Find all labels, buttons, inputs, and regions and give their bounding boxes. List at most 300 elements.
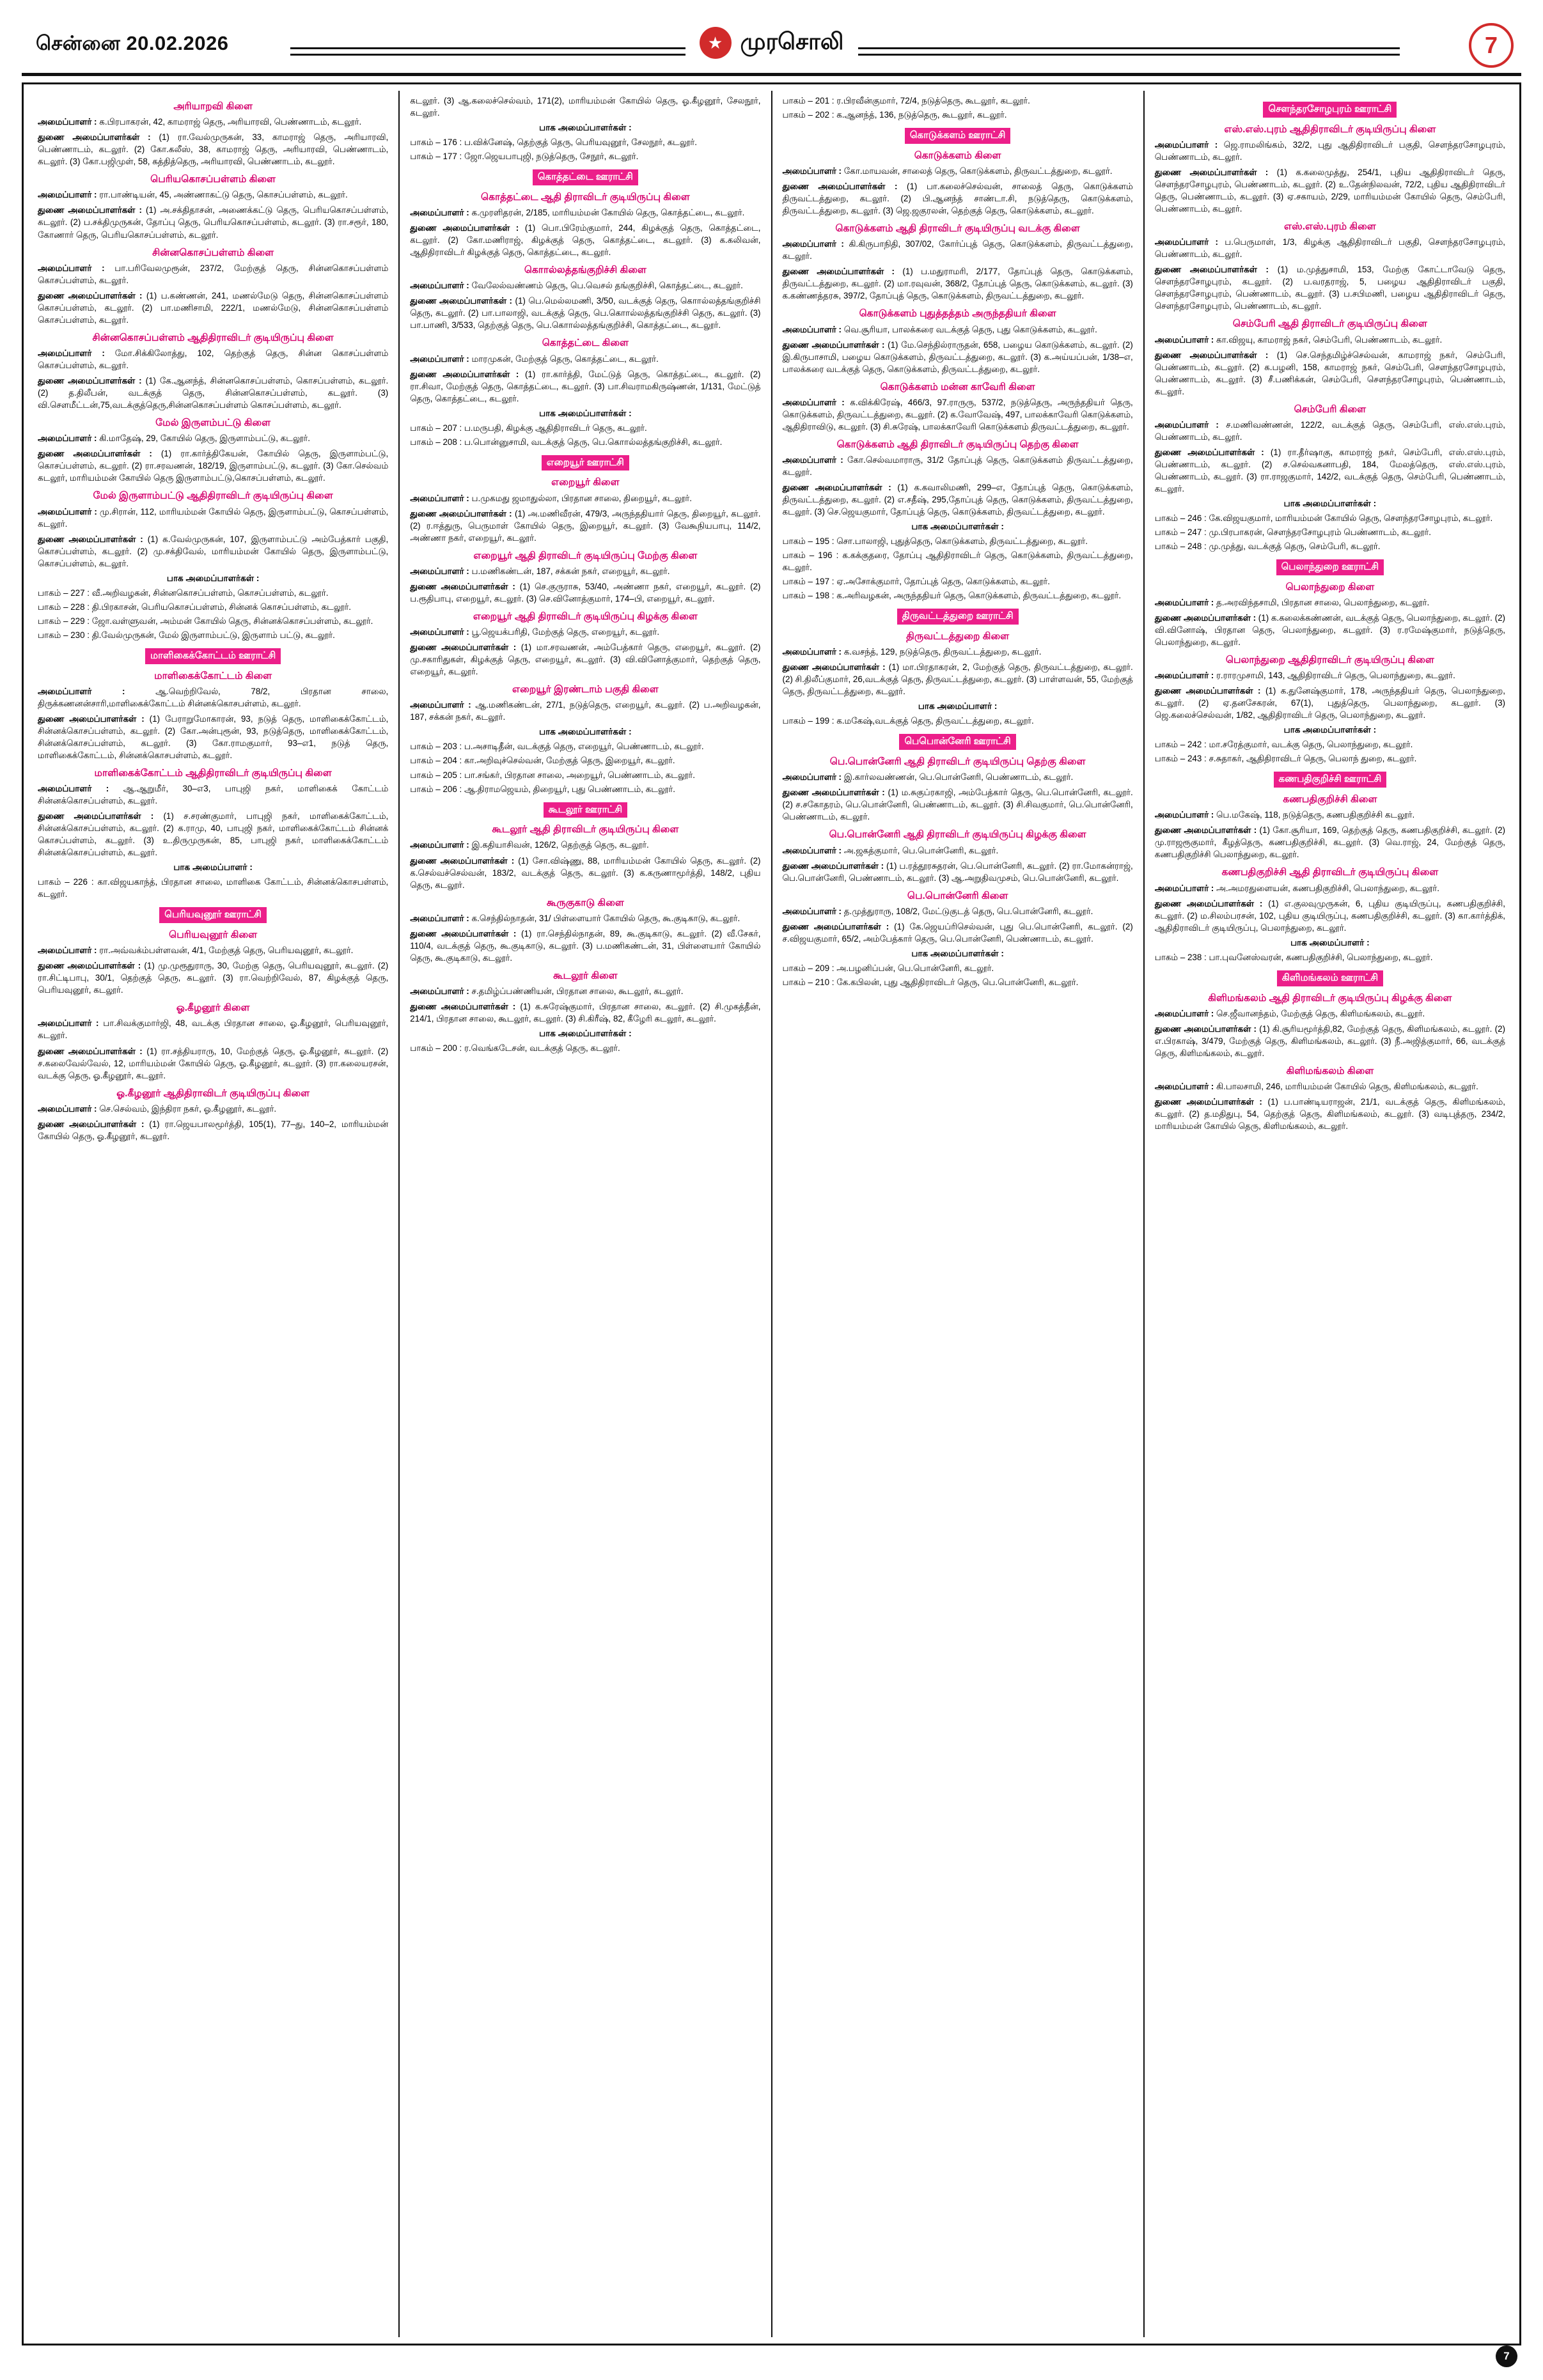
role-label: துணை அமைப்பாளர்கள் : bbox=[410, 508, 512, 518]
office-bearers-paragraph bbox=[38, 685, 388, 710]
names-text: கோ.மாயவன், சாலைத் தெரு, கொடுக்களம், திருவட்டத்துறை, கடலூர். bbox=[843, 166, 1113, 176]
branch-heading: மேல் இருளாம்பட்டு ஆதிதிராவிடர் குடியிருப்பு கிளை bbox=[93, 490, 333, 502]
ward-organizers-label: பாக அமைப்பாளர் : bbox=[173, 862, 253, 873]
masthead-brand bbox=[685, 27, 858, 59]
names-text: வேலேல்வண்ணம் தெரு, பெ.வெசல் தங்குறிச்சி, கொத்தட்டை, கடலூர். bbox=[471, 281, 743, 291]
role-label: துணை அமைப்பாளர்கள் : bbox=[782, 339, 885, 350]
role-label: அமைப்பாளர் : bbox=[782, 906, 842, 916]
office-bearers-paragraph bbox=[38, 1118, 388, 1142]
office-bearers-paragraph bbox=[38, 290, 388, 326]
branch-heading: அரியாறவி கிளை bbox=[173, 101, 253, 112]
branch-heading: கணபதிகுறிச்சி கிளை bbox=[1283, 794, 1377, 805]
office-bearers-paragraph bbox=[38, 944, 388, 956]
office-bearers-paragraph bbox=[410, 839, 760, 851]
ward-organizer-entry: பாகம் – 198 : க.அரிவழகன், அருந்ததியர் தெரு, கொடுக்களம், திருவட்டத்துறை, கடலூர். bbox=[782, 591, 1122, 601]
role-label: துணை அமைப்பாளர்கள் : bbox=[410, 1002, 516, 1012]
names-text: (1) ம.முத்துசாமி, 153, மேற்கு கோட்டாவேடு தெரு, சௌந்தரசோழபுரம், கடலூர். (2) ப.வரதராஜ், 5, பழைய ஆதிதிராவிடர் பகுதி, சௌந்தரசோழபுரம், பெண்ணாடம், கடலூர். (3) ப.சபிமணி, பழைய ஆதிதிராவிடர் தெரு, சௌந்தரசோழபுரம், பெண்ணாடம், கடலூர். bbox=[1154, 265, 1505, 311]
office-bearers-paragraph bbox=[1155, 263, 1505, 312]
role-label: துணை அமைப்பாளர்கள் : bbox=[38, 1119, 145, 1129]
role-label: அமைப்பாளர் : bbox=[410, 913, 469, 923]
role-label: துணை அமைப்பாளர்கள் : bbox=[1154, 613, 1257, 623]
names-text: (1) ரா.கார்த்தி, மேட்டுத் தெரு, கொத்தட்டை, கடலூர். (2) ரா.சிவா, மேற்குத் தெரு, கொத்தட்டை, கடலூர். (3) பா.சிவராமகிருஷ்ணன், 1/131, மேட்டுத் தெரு, கொத்தட்டை, கடலூர். bbox=[410, 369, 761, 403]
names-text: (1) க.கவாலிமணி, 299–எ, தோப்புத் தெரு, கொடுக்களம், திருவட்டத்துறை, கடலூர். (2) எ.சதீஷ், 295,தோப்புத் தெரு, கொடுக்களம், திருவட்டத்துறை, கடலூர். (3) செ.ஜெயகுமார், தோப்புத் தெரு, கொடுக்களம், திருவட்டத்துறை, கடலூர். bbox=[782, 483, 1133, 517]
names-text: ஜெ.ராமலிங்கம், 32/2, புது ஆதிதிராவிடர் பகுதி, செளந்தரசோழபுரம், பெண்ணாடம், கடலூர். bbox=[1154, 139, 1505, 162]
role-label: அமைப்பாளர் : bbox=[38, 117, 97, 127]
role-label: துணை அமைப்பாளர்கள் : bbox=[782, 788, 885, 798]
office-bearers-paragraph bbox=[783, 180, 1133, 217]
role-label: துணை அமைப்பாளர்கள் : bbox=[1154, 1096, 1262, 1107]
office-bearers-paragraph bbox=[410, 368, 760, 405]
names-text: இ.கார்லவண்ணன், பெ.பொன்னேரி, பெண்ணாடம், கடலூர். bbox=[843, 772, 1074, 782]
names-text: ஆ.வெற்றிவேல், 78/2, பிரதான சாலை, திருக்கணனன்சாரி,மாளிகைக்கோட்டம் சின்னக்கொசபள்ளம், கடலூர். bbox=[38, 686, 389, 708]
role-label: துணை அமைப்பாளர்கள் : bbox=[410, 855, 515, 866]
branch-heading: சின்னகொசப்பள்ளம் ஆதிதிராவிடர் குடியிருப்பு கிளை bbox=[92, 332, 334, 343]
office-bearers-paragraph bbox=[410, 492, 760, 504]
office-bearers-paragraph bbox=[783, 905, 1133, 917]
office-bearers-paragraph bbox=[783, 265, 1133, 302]
office-bearers-paragraph bbox=[38, 447, 388, 484]
branch-heading: பெலாந்துறை கிளை bbox=[1285, 581, 1375, 593]
ward-organizer-entry: பாகம் – 196 : க.கக்குதரை, தோப்பு ஆதிதிராவிடர் தெரு, கொடுக்களம், திருவட்டத்துறை, கடலூர். bbox=[782, 550, 1133, 573]
names-text: ப.மணிகண்டன், 187, சக்கன் நகர், எறையூர், கடலூர். bbox=[471, 566, 670, 576]
office-bearers-paragraph bbox=[1155, 1096, 1505, 1132]
panchayat-heading: கூடலூர் ஊராட்சி bbox=[544, 802, 628, 818]
page-number-badge: 7 bbox=[1469, 23, 1514, 68]
names-text: கடலூர். (3) ஆ.கலைச்செல்வம், 171(2), மாரியம்மன் கோயில் தெரு, ஓ.கீழனூர், சேலநூர், கடலூர். bbox=[410, 96, 761, 118]
role-label: துணை அமைப்பாளர்கள் : bbox=[38, 713, 145, 724]
office-bearers-paragraph bbox=[38, 1045, 388, 1082]
branch-heading: செம்பேரி கிளை bbox=[1294, 403, 1367, 415]
office-bearers-paragraph bbox=[410, 912, 760, 924]
role-label: அமைப்பாளர் : bbox=[410, 986, 469, 996]
ward-organizer-entry: பாகம் – 200 : ர.வெங்கடேசன், வடக்குத் தெரு, கடலூர். bbox=[410, 1043, 620, 1054]
panchayat-heading: கிளிமங்கலம் ஊராட்சி bbox=[1277, 970, 1384, 986]
ward-organizer-entry: பாகம் – 248 : மு.முத்து, வடக்குத் தெரு, செம்பேரி, கடலூர். bbox=[1154, 541, 1381, 552]
edition-date: சென்னை 20.02.2026 bbox=[36, 32, 229, 54]
branch-heading: கிளிமங்கலம் ஆதி திராவிடர் குடியிருப்பு கிழக்கு கிளை bbox=[1208, 992, 1452, 1004]
branch-heading: கொடுக்களம் ஆதி திராவிடர் குடியிருப்பு தெற்கு கிளை bbox=[836, 439, 1079, 450]
names-text: (1) க.கலைமுத்து, 254/1, புதிய ஆதிதிராவிடர் தெரு, சௌந்தரசோழபுரம், பெண்ணாடம், கடலூர். (2) உ.தேன்நிலவன், 72/2, புதிய ஆதிதிராவிடர் தெரு, பெண்ணாடம், கடலூர். (3) ஏ.சகாயம், 2/29, மாரியம்மன் கோயில் தெரு, செம்பேரி, பெண்ணாடம், கடலூர். bbox=[1154, 167, 1505, 214]
office-bearers-paragraph bbox=[783, 323, 1133, 336]
footer-page-number: 7 bbox=[1496, 2345, 1517, 2367]
role-label: துணை அமைப்பாளர்கள் : bbox=[782, 181, 898, 191]
office-bearers-paragraph bbox=[1155, 596, 1505, 609]
role-label: அமைப்பாளர் : bbox=[782, 239, 844, 249]
column-3 bbox=[771, 91, 1143, 2337]
names-text: (1) பொ.பிரேம்குமார், 244, கிழக்குத் தெரு, கொத்தட்டை, கடலூர். (2) கோ.மணிராஜ், கிழக்குத் தெரு, கொத்தட்டை, கடலூர். (3) க.கலிவன், ஆதிதிராவிடர் கிழக்குத் தெரு, கொத்தட்டை, கடலூர். bbox=[410, 223, 761, 258]
role-label: அமைப்பாளர் : bbox=[1154, 598, 1214, 608]
role-label: அமைப்பாளர் : bbox=[38, 1018, 99, 1029]
office-bearers-paragraph bbox=[1155, 809, 1505, 821]
ward-organizers-label: பாக அமைப்பாளர்கள் : bbox=[911, 522, 1004, 532]
ward-organizer-entry: பாகம் – 208 : ப.பொன்னுசாமி, வடக்குத் தெரு, பெ.கொால்லத்தங்குறிச்சி, கடலூர். bbox=[410, 437, 723, 447]
ward-organizer-entry: பாகம் – 229 : ஜோ.வள்ளுவன், அம்மன் கோயில் தெரு, சின்னக்கொசப்பள்ளம், கடலூர். bbox=[38, 616, 373, 626]
branch-heading: கொடுக்களம் மன்ன காவேரி கிளை bbox=[880, 381, 1035, 393]
office-bearers-paragraph bbox=[1155, 349, 1505, 398]
ward-organizer-entry: பாகம் – 206 : ஆ.திராமஜெயம், திறையூர், புது பெண்ணாடம், கடலூர். bbox=[410, 784, 675, 794]
office-bearers-paragraph bbox=[410, 985, 760, 997]
ward-organizers-label: பாக அமைப்பாளர்கள் : bbox=[911, 948, 1004, 958]
branch-heading: கொத்தட்டை கிளை bbox=[542, 338, 629, 349]
role-label: அமைப்பாளர் : bbox=[38, 1103, 97, 1114]
names-text: (1) பா.கலைச்செல்வன், சாலைத் தெரு, கொடுக்களம் திருவட்டத்துறை, கடலூர். (2) பி.ஆனந்த் சாண்டா.சி, நடுத்தெரு, கொடுக்களம், திருவட்டத்துறை, கடலூர். (3) ஜெ.ஜகுரலன், தெற்குத் தெரு, கொடுக்களம், கடலூர். bbox=[782, 181, 1133, 216]
names-text: கோ.செல்வமாராரு, 31/2 தோப்புத் தெரு, கொடுக்களம் திருவட்டத்துறை, கடலூர். bbox=[782, 455, 1133, 478]
branch-heading: ஓ.கீழனூர் கிளை bbox=[176, 1002, 250, 1014]
ward-organizer-entry: பாகம் – 205 : பா.சங்கர், பிரதான சாலை, அறையூர், பெண்ணாடம், கடலூர். bbox=[410, 770, 695, 780]
role-label: துணை அமைப்பாளர்கள் : bbox=[410, 642, 517, 653]
office-bearers-paragraph bbox=[38, 810, 388, 859]
panchayat-heading: பெலாந்துறை ஊராட்சி bbox=[1276, 559, 1384, 575]
ward-organizer-entry: பாகம் – 230 : தி.வேல்முருகன், மேல் இருளாம்பட்டு, இருளாம் பட்டு, கடலூர். bbox=[38, 630, 335, 640]
names-text: (1) கே.ஆனந்த், சின்னகொசப்பள்ளம், கொசப்பள்ளம், கடலூர். (2) த.திலீபன், வடக்குத் தெரு, சின்னகொசப்பள்ளம், கடலூர். (3) வி.சௌமீட்டன்,75,வடக்குத்தெரு,சின்னகொசப்பள்ளம் கொசப்பள்ளம், கடலூர். bbox=[38, 376, 389, 410]
ward-organizer-entry: பாகம் – 227 : வீ.அறிவழகன், சின்னகொசப்பள்ளம், கொசப்பள்ளம், கடலூர். bbox=[38, 587, 329, 598]
ward-organizer-entry: பாகம் – 243 : ச.சுதாகர், ஆதிதிராவிடர் தெரு, பெலாந் துறை, கடலூர். bbox=[1154, 754, 1417, 764]
office-bearers-paragraph bbox=[783, 165, 1133, 177]
panchayat-heading: பெரியவுனூர் ஊராட்சி bbox=[159, 907, 267, 923]
office-bearers-paragraph bbox=[38, 375, 388, 411]
office-bearers-paragraph bbox=[38, 131, 388, 167]
names-text: (1) கோ.சூரியா, 169, தெற்குத் தெரு, கணபதிகுறிச்சி, கடலூர். (2) மு.ராஜரூகுமார், கீழத்தெரு, கணபதிகுறிச்சி, கடலூர். (3) வெ.ராஜ், 24, மேற்குத் தெரு, கணபதிகுறிச்சி பெலாந்துறை, கடலூர். bbox=[1154, 825, 1506, 860]
ward-organizer-entry: பாகம் – 210 : கே.கபிலன், புது ஆதிதிராவிடர் தெரு, பெ.பொன்னேரி, கடலூர். bbox=[782, 977, 1079, 987]
names-text: கி.மாதேஷ், 29, கோயில் தெரு, இருளாம்பட்டு, கடலூர். bbox=[99, 433, 310, 444]
role-label: துணை அமைப்பாளர்கள் : bbox=[782, 267, 895, 277]
names-text: (1) ரா.வேல்முருகன், 33, காமராஜ் தெரு, அரியாரவி, பெண்ணாடம், கடலூர். (2) கோ.கலீஸ், 38, காமராஜ் தெரு, அரியாரவி, பெண்ணாடம், கடலூர். (3) கோ.பஜிமுள், 58, கத்தித்தெரு, அரியாரவி, பெண்ணாடம், கடலூர். bbox=[38, 132, 389, 167]
column-1 bbox=[27, 91, 398, 2337]
office-bearers-paragraph bbox=[38, 189, 388, 201]
role-label: அமைப்பாளர் : bbox=[38, 348, 105, 358]
office-bearers-paragraph bbox=[1155, 612, 1505, 648]
names-text: (1) பெ.மெல்லமணி, 3/50, வடக்குத் தெரு, கொால்லத்தங்குறிச்சி தெரு, கடலூர். (2) பா.பாலாஜி, வடக்குத் தெரு, பெ.கொால்லத்தங்குறிச்சி தெரு, கடலூர். (3) பா.பாணி, 3/533, தெற்குத் தெரு, பெ.கொால்லத்தங்குறிச்சி, கொத்தட்டை, கடலூர். bbox=[410, 296, 761, 331]
office-bearers-paragraph bbox=[410, 855, 760, 891]
names-text: (1) க.துனேஷ்குமார், 178, அருந்ததியர் தெரு, பெலாந்துறை, கடலூர். (2) ஏ.தனசேகரன், 67(1), புதுத்தெரு, பெலாந்துறை, கடலூர். (3) ஜெ.கலைச்செல்வன், 1/82, ஆதிதிராவிடர் தெரு, பெலாந்துறை, கடலூர். bbox=[1154, 686, 1505, 720]
office-bearers-paragraph bbox=[38, 782, 388, 807]
role-label: அமைப்பாளர் : bbox=[782, 166, 842, 176]
role-label: அமைப்பாளர் : bbox=[38, 433, 97, 444]
panchayat-heading: சௌந்தரசோழபுரம் ஊராட்சி bbox=[1263, 102, 1397, 118]
office-bearers-paragraph bbox=[783, 921, 1133, 945]
office-bearers-paragraph bbox=[410, 580, 760, 605]
names-text: ர.ராரமுசாமி, 143, ஆதிதிராவிடர் தெரு, பெலாந்துறை, கடலூர். bbox=[1216, 671, 1455, 681]
names-text: (1) செ.செந்தமிழ்ச்செல்வன், காமராஜ் நகர், செம்பேரி, பெண்ணாடம், கடலூர். (2) க.பழனி, 158, காமராஜ் நகர், செம்பேரி, சௌந்தரசோழபுரம், பெண்ணாடம், கடலூர். (3) சீ.பணிக்கன், செம்பேரி, சௌந்தரசோழபுரம், பெண்ணாடம், கடலூர். bbox=[1154, 350, 1505, 396]
branch-heading: மேல் இருளம்பட்டு கிளை bbox=[155, 417, 271, 429]
role-label: அமைப்பாளர் : bbox=[410, 627, 469, 637]
office-bearers-paragraph bbox=[410, 295, 760, 331]
panchayat-heading: கணபதிகுறிச்சி ஊராட்சி bbox=[1274, 772, 1387, 788]
ward-organizers-label: பாக அமைப்பாளர்கள் : bbox=[1283, 499, 1377, 509]
role-label: அமைப்பாளர் : bbox=[1154, 883, 1214, 893]
branch-heading: கொடுக்களம் புதுத்தத்தம் அருந்ததியர் கிளை bbox=[859, 308, 1056, 320]
office-bearers-paragraph bbox=[38, 1103, 388, 1115]
office-bearers-paragraph bbox=[1155, 446, 1505, 495]
panchayat-heading: மாளிகைக்கோட்டம் ஊராட்சி bbox=[145, 648, 281, 664]
branch-heading: மாளிகைக்கோட்டம் ஆதிதிராவிடர் குடியிருப்பு கிளை bbox=[94, 767, 332, 779]
role-label: அமைப்பாளர் : bbox=[782, 845, 842, 855]
role-label: அமைப்பாளர் : bbox=[1154, 1008, 1214, 1018]
names-text: பா.பரிவேலமுரூன், 237/2, மேற்குத் தெரு, சின்னகொசப்பள்ளம் கொசப்பள்ளம், கடலூர். bbox=[38, 263, 389, 285]
office-bearers-paragraph bbox=[1155, 1023, 1505, 1059]
role-label: அமைப்பாளர் : bbox=[410, 354, 469, 364]
names-text: (1) ப.ரத்தூரசுதரன், பெ.பொன்னேரி, கடலூர். (2) ரா.மோகன்ராஜ், பெ.பொன்னேரி, பெண்ணாடம், கடலூர். (3) ஆ.அறுதிவமுசம், பெ.பொன்னேரி, கடலூர். bbox=[782, 860, 1133, 883]
ward-organizer-entry: பாகம் – 207 : ப.மருபதி, கிழக்கு ஆதிதிராவிடர் தெரு, கடலூர். bbox=[410, 423, 647, 433]
office-bearers-paragraph bbox=[38, 960, 388, 996]
names-text: (1) ம.சுகுப்ரகாஜி, அம்பேத்கார் தெரு, பெ.பொன்னேரி, கடலூர். (2) ச.சகோதரம், பெ.பொன்னேரி, பெண்ணாடம், கடலூர். (3) சி.சிவகுமார், பெ.பொன்னேரி, பெண்ணாடம், கடலூர். bbox=[782, 788, 1133, 822]
names-text: (1) மே.செந்தில்ராருதன், 658, பழைய கொடுக்களம், கடலூர். (2) இ.கிருபாசாமி, பழைய கொடுக்களம், திருவட்டத்துறை, கடலூர். (3) க.அய்யப்பன், 1/38–எ, பாலக்கரை வடக்குத் தெரு, கொடுக்களம், திருவட்டத்துறை, கடலூர். bbox=[782, 339, 1133, 374]
names-text: (1) அ.மணிவீரன், 479/3, அருந்ததியார் தெரு, திறையூர், கடலூர். (2) ர.ஈத்துரு, பெருமாள் கோயில் தெரு, இறையூர், கடலூர். (3) வேகூநியபாபு, 114/2, அண்ணா நகர், எறையூர், கடலூர். bbox=[410, 508, 761, 543]
office-bearers-paragraph bbox=[1155, 669, 1505, 681]
names-text: இ.கதியாசிவன், 126/2, தெற்குத் தெரு, கடலூர். bbox=[471, 840, 649, 850]
role-label: அமைப்பாளர் : bbox=[782, 647, 842, 657]
role-label: அமைப்பாளர் : bbox=[782, 397, 845, 407]
role-label: அமைப்பாளர் : bbox=[782, 772, 842, 782]
branch-heading: கூருகுகாடு கிளை bbox=[546, 897, 624, 908]
role-label: அமைப்பாளர் : bbox=[1154, 139, 1218, 150]
role-label: அமைப்பாளர் : bbox=[1154, 1081, 1214, 1091]
ward-organizers-label: பாக அமைப்பாளர்கள் : bbox=[539, 408, 632, 418]
names-text: (1) செ.குருராசு, 53/40, அண்ணா நகர், எறையூர், கடலூர். (2) ப.ரூதிபாபு, எறையூர், கடலூர். (3) செ.வினோத்குமார், 174–பி, எறையூர், கடலூர். bbox=[410, 581, 761, 603]
office-bearers-paragraph bbox=[38, 1017, 388, 1041]
branch-heading: எறையூர் கிளை bbox=[551, 477, 620, 488]
names-text: க.விக்கிரேஷ், 466/3, 97.ராருரு, 537/2, நடுத்தெரு, அருந்ததியர் தெரு, கொடுக்களம், திருவட்டத்துறை, கடலூர். (2) க.வோவேஷ், 497, பாலக்காவேரி கொடுக்களம், ஆதிதிராவிடு, கடலூர். (3) சி.சுரேஷ், பாலக்காவேரி கொடுக்களம் திருவட்டத்துறை, கடலூர். bbox=[782, 397, 1133, 432]
role-label: துணை அமைப்பாளர்கள் : bbox=[1154, 825, 1257, 836]
office-bearers-paragraph bbox=[783, 844, 1133, 857]
role-label: அமைப்பாளர் : bbox=[410, 281, 469, 291]
office-bearers-paragraph bbox=[38, 713, 388, 761]
branch-heading: சின்னகொசப்பள்ளம் கிளை bbox=[152, 247, 274, 258]
branch-heading: பெரியவுனூர் கிளை bbox=[169, 929, 258, 941]
role-label: துணை அமைப்பாளர்கள் : bbox=[1154, 686, 1261, 696]
office-bearers-paragraph bbox=[410, 353, 760, 365]
names-text: (1) ப.பாண்டியராஜன், 21/1, வடக்குத் தெரு, கிளிமங்கலம், கடலூர். (2) த.மதிதுபு, 54, தெற்குத் தெரு, கிளிமங்கலம், கடலூர். (3) வடிபுத்தரு, 234/2, மாரியம்மன் கோயில் தெரு, கிளிமங்கலம், கடலூர். bbox=[1154, 1096, 1505, 1132]
names-text: ரா.பாண்டியன், 45, அண்ணாகட்டு தெரு, கொசப்பள்ளம், கடலூர். bbox=[99, 190, 348, 200]
names-text: (1) க.வேல்முருகன், 107, இருளாம்பட்டு அம்பேத்கார் பகுதி, கொசப்பள்ளம், கடலூர். (2) மு.சக்திவேல், மாரியம்மன் கோயில் தெரு, இருளாம்பட்டு, கொசப்பள்ளம், கடலூர். bbox=[38, 534, 389, 568]
names-text: (1) மா.சரவணன், அம்பேத்கார் தெரு, எறையூர், கடலூர். (2) மு.சகாரிதுகள், கிழக்குத் தெரு, எறையூர், கடலூர். (3) வி.வினோத்குமார், தெற்குத் தெரு, எறையூர், கடலூர். bbox=[410, 642, 761, 677]
role-label: அமைப்பாளர் : bbox=[782, 455, 843, 465]
office-bearers-paragraph bbox=[783, 771, 1133, 783]
office-bearers-paragraph bbox=[1155, 898, 1505, 934]
names-text: (1) ரா.ஜெயபாலமூர்த்தி, 105(1), 77–து, 140–2, மாரியம்மன் கோயில் தெரு, ஓ.கீழனூர், கடலூர். bbox=[38, 1119, 389, 1141]
office-bearers-paragraph bbox=[410, 565, 760, 577]
branch-heading: பெரியகொசப்பள்ளம் கிளை bbox=[150, 174, 276, 185]
ward-organizer-entry: பாகம் – 197 : ஏ.அசோக்குமார், தோப்புத் தெரு, கொடுக்களம், கடலூர். bbox=[782, 577, 1051, 587]
office-bearers-paragraph bbox=[1155, 419, 1505, 443]
role-label: அமைப்பாளர் : bbox=[38, 190, 97, 200]
names-text: (1) ப.கண்ணன், 241, மணல்மேடு தெரு, சின்னகொசப்பள்ளம் கொசப்பள்ளம், கடலூர். (2) பா.மணிசாமி, 222/1, மணல்மேடு, சின்னகொசப்பள்ளம் கொசப்பள்ளம், கடலூர். bbox=[38, 290, 389, 325]
office-bearers-paragraph bbox=[783, 238, 1133, 262]
names-text: ரா.அவ்வக்ம்பள்ளவன், 4/1, மேற்குத் தெரு, பெரியவுனூர், கடலூர். bbox=[99, 945, 354, 956]
names-text: மோ.சிக்கிலோத்து, 102, தெற்குத் தெரு, சின்ன கொசப்பள்ளம் கொசப்பள்ளம், கடலூர். bbox=[38, 348, 389, 370]
office-bearers-paragraph bbox=[410, 95, 760, 119]
office-bearers-paragraph bbox=[1155, 882, 1505, 894]
role-label: அமைப்பாளர் : bbox=[410, 566, 469, 576]
office-bearers-paragraph bbox=[410, 279, 760, 292]
office-bearers-paragraph bbox=[1155, 824, 1505, 860]
names-text: ச.தமிழ்ப்பண்ணியன், பிரதான சாலை, கூடலூர், கடலூர். bbox=[471, 986, 684, 996]
names-text: (1) கி.சூரியமூர்த்தி,82, மேற்குத் தெரு, கிளிமங்கலம், கடலூர். (2) எ.பிரகாஷ், 3/479, மேற்குத் தெரு, கிளிமங்கலம், கடலூர். (3) நீ.அஜித்குமார், 66, வடக்குத் தெரு, கிளிமங்கலம், கடலூர். bbox=[1154, 1023, 1505, 1058]
ward-organizer-entry: பாகம் – 201 : ர.பிரவீன்குமார், 72/4, நடுத்தெரு, கூடலூர், கடலூர். bbox=[782, 96, 1030, 105]
role-label: அமைப்பாளர் : bbox=[1154, 419, 1219, 430]
ward-organizer-entry: பாகம் – 209 : அ.பழனிப்பன், பெ.பொன்னேரி, கடலூர். bbox=[782, 963, 994, 973]
branch-heading: ஓ.கீழனூர் ஆதிதிராவிடர் குடியிருப்பு கிளை bbox=[116, 1087, 310, 1099]
role-label: துணை அமைப்பாளர்கள் : bbox=[38, 811, 154, 821]
branch-heading: மாளிகைக்கோட்டம் கிளை bbox=[154, 670, 272, 681]
role-label: அமைப்பாளர் : bbox=[410, 493, 469, 503]
role-label: அமைப்பாளர் : bbox=[38, 945, 97, 956]
names-text: (1) ரா.கார்த்திகேயன், கோயில் தெரு, இருளாம்பட்டு, கொசப்பள்ளம், கடலூர். (2) ரா.சரவணன், 182/19, இருளாம்பட்டு, கடலூர். (3) கோ.செல்வம் கடலூர், மாரியம்மன் கோயில் தெரு இருளாம்பட்டு,கொசப்பள்ளம், கடலூர். bbox=[38, 449, 389, 483]
names-text: (1) ரா.செந்தில்நாதன், 89, கூ.குடிகாடு, கடலூர். (2) வீ.சேகர், 110/4, வடக்குத் தெரு, கூ.குடிகாடு, கடலூர். (3) ப.மணிகண்டன், 31, பிள்ளையார் கோயில் தெரு, கூ.குடிகாடு, கடலூர். bbox=[410, 928, 761, 963]
names-text: ச.மணிவண்ணன், 122/2, வடக்குத் தெரு, செம்பேரி, எஸ்.எஸ்.புரம், பெண்ணாடம், கடலூர். bbox=[1154, 419, 1505, 442]
role-label: அமைப்பாளர் : bbox=[1154, 334, 1214, 345]
office-bearers-paragraph bbox=[410, 508, 760, 544]
office-bearers-paragraph bbox=[410, 206, 760, 219]
names-text: கி.பாலசாமி, 246, மாரியம்மன் கோயில் தெரு, கிளிமங்கலம், கடலூர். bbox=[1216, 1081, 1478, 1091]
role-label: துணை அமைப்பாளர்கள் : bbox=[782, 860, 884, 871]
role-label: துணை அமைப்பாளர்கள் : bbox=[38, 961, 141, 971]
names-text: க.முரளிதரன், 2/185, மாரியம்மன் கோயில் தெரு, கொத்தட்டை, கடலூர். bbox=[471, 208, 745, 218]
ward-organizer-entry: பாகம் – 238 : பா.புவனேஸ்வரன், கணபதிகுறிச்சி, பெலாந்துறை, கடலூர். bbox=[1154, 952, 1433, 962]
office-bearers-paragraph bbox=[38, 533, 388, 570]
office-bearers-paragraph bbox=[410, 626, 760, 638]
role-label: துணை அமைப்பாளர்கள் : bbox=[1154, 167, 1269, 177]
names-text: பா.சிவக்குமார்ஜி, 48, வடக்கு பிரதான சாலை, ஓ.கீழனூர், பெரியவுனூர், கடலூர். bbox=[38, 1018, 389, 1041]
ward-organizer-entry: பாகம் – 228 : தி.பிரகாசன், பெரியகொசப்பள்ளம், சின்னக் கொசப்பள்ளம், கடலூர். bbox=[38, 602, 351, 612]
names-text: (1) ச.சரண்குமார், பாபுஜி நகர், மாளிகைக்கோட்டம், சின்னக்கொசப்பள்ளம், கடலூர். (2) க.ராமு, 40, பாபுஜி நகர், மாளிகைக்கோட்டம் சின்னக் கொசப்பள்ளம், கடலூர். (3) உ.திருமுருகன், 85, பாபுஜி நகர், மாளிகைக்கோட்டம் சின்னக்கொசப்பள்ளம், கடலூர். bbox=[38, 811, 389, 858]
role-label: துணை அமைப்பாளர்கள் : bbox=[1154, 1023, 1257, 1034]
ward-organizers-label: பாக அமைப்பாளர்கள் : bbox=[539, 123, 632, 133]
branch-heading: கொத்தட்டை ஆதி திராவிடர் குடியிருப்பு கிளை bbox=[481, 191, 690, 203]
role-label: அமைப்பாளர் : bbox=[410, 700, 471, 710]
role-label: அமைப்பாளர் : bbox=[38, 686, 125, 696]
role-label: துணை அமைப்பாளர்கள் : bbox=[782, 662, 886, 673]
office-bearers-paragraph bbox=[1155, 685, 1505, 721]
panchayat-heading: திருவட்டத்துறை ஊராட்சி bbox=[897, 609, 1019, 625]
names-text: க.செந்தில்நாதன், 31/ பிள்ளையார் கோயில் தெரு, கூ.குடிகாடு, கடலூர். bbox=[471, 913, 740, 923]
branch-heading: கொடுக்களம் கிளை bbox=[914, 150, 1001, 161]
role-label: துணை அமைப்பாளர்கள் : bbox=[410, 369, 519, 379]
ward-organizer-entry: பாகம் – 195 : சொ.பாலாஜி, புதுத்தெரு, கொடுக்களம், திருவட்டத்துறை, கடலூர். bbox=[782, 536, 1088, 547]
ward-organizer-entry: பாகம் – 177 : ஜோ.ஜெயபாபுஜி, நடுத்தெரு, சேநூர், கடலூர். bbox=[410, 152, 639, 162]
panchayat-heading: எறையூர் ஊராட்சி bbox=[542, 455, 629, 471]
office-bearers-paragraph bbox=[1155, 334, 1505, 346]
branch-heading: திருவட்டத்துறை கிளை bbox=[906, 631, 1010, 642]
role-label: அமைப்பாளர் : bbox=[782, 324, 842, 334]
names-text: ஆ.மணிகண்டன், 27/1, நடுத்தெரு, எறையூர், கடலூர். (2) ப.அறிவழகன், 187, சக்கன் நகர், கடலூர். bbox=[410, 700, 761, 722]
names-text: (1) ரா.தீர்ஷாகு, காமராஜ் நகர், செம்பேரி, எஸ்.எஸ்.புரம், பெண்ணாடம், கடலூர். (2) ச.செல்வகனாபதி, 184, மேலத்தெரு, எஸ்.எஸ்.புரம், பெண்ணாடம், கடலூர். (3) ரா.ராஜகுமார், 142/2, வடக்குத் தெரு, செம்பேரி, பெண்ணாடம், கடலூர். bbox=[1154, 447, 1505, 494]
office-bearers-paragraph bbox=[410, 641, 760, 678]
role-label: அமைப்பாளர் : bbox=[38, 263, 105, 273]
office-bearers-paragraph bbox=[38, 116, 388, 128]
names-text: (1) பேராறுமோகாரன், 93, நடுத் தெரு, மாளிகைக்கோட்டம், சின்னக்கொசப்பள்ளம், கடலூர். (2) கோ.அன்புரூன், 93, நடுத்தெரு, மாளிகைக்கோட்டம், சின்னக்கொசப்பள்ளம், கடலூர். (3) கோ.ராமகுமார், 93–எ1, நடுத் தெரு, மாளிகைக்கோட்டம், சின்னக்கொசபள்ளம், கடலூர். bbox=[38, 713, 389, 760]
masthead bbox=[22, 18, 1521, 76]
names-text: மாரமுகன், மேற்குத் தெரு, கொத்தட்டை, கடலூர். bbox=[471, 354, 659, 364]
names-text: செ.ஜீவானந்தம், மேற்குத் தெரு, கிளிமங்கலம், கடலூர். bbox=[1216, 1008, 1425, 1018]
names-text: க.வசந்த், 129, நடுத்தெரு, திருவட்டத்துறை, கடலூர். bbox=[843, 647, 1042, 657]
ward-organizer-entry: பாகம் – 203 : ப.அசாடிதீன், வடக்குத் தெரு, எறையூர், பெண்ணாடம், கடலூர். bbox=[410, 742, 704, 752]
branch-heading: கொால்லத்தங்குறிச்சி கிளை bbox=[524, 265, 646, 276]
ward-organizer-entry: பாகம் – 247 : மு.பிரபாகரன், சௌந்தரசோழபுரம் பெண்ணாடம், கடலூர். bbox=[1154, 527, 1431, 538]
role-label: துணை அமைப்பாளர்கள் : bbox=[1154, 898, 1263, 908]
branch-heading: பெ.பொன்னேரி ஆதி திராவிடர் குடியிருப்பு கிழக்கு கிளை bbox=[829, 829, 1086, 841]
role-label: துணை அமைப்பாளர்கள் : bbox=[38, 290, 143, 300]
names-text: (1) ப.மதுராமரி, 2/177, தோப்புத் தெரு, கொடுக்களம், திருவட்டத்துறை, கடலூர். (2) மா.ரவுவன், 368/2, தோப்புத் தெரு, கொடுக்களம், கடலூர். (3) க.கண்ணத்தரசு, 397/2, தோப்புத் தெரு, கொடுக்களம், திருவட்டத்துறை, கடலூர். bbox=[782, 267, 1133, 301]
branch-heading: எறையூர் இரண்டாம் பகுதி கிளை bbox=[512, 684, 659, 696]
role-label: துணை அமைப்பாளர்கள் : bbox=[38, 205, 142, 215]
ward-organizer-entry: பாகம் – 226 : கா.விஜயகாந்த், பிரதான சாலை, மாளிகை கோட்டம், சின்னக்கொசபள்ளம், கடலூர். bbox=[38, 877, 389, 899]
ward-organizer-entry: பாகம் – 246 : கே.விஜயகுமார், மாரியம்மன் கோயில் தெரு, சௌந்தரசோழபுரம், கடலூர். bbox=[1154, 513, 1493, 524]
office-bearers-paragraph bbox=[38, 506, 388, 530]
branch-heading: கிளிமங்கலம் கிளை bbox=[1286, 1065, 1374, 1077]
role-label: அமைப்பாளர் : bbox=[410, 840, 469, 850]
branch-heading: கூடலூர் கிளை bbox=[553, 970, 618, 981]
branch-heading: எறையூர் ஆதி திராவிடர் குடியிருப்பு மேற்கு கிளை bbox=[473, 550, 698, 561]
role-label: துணை அமைப்பாளர்கள் : bbox=[1154, 265, 1269, 275]
role-label: அமைப்பாளர் : bbox=[1154, 237, 1218, 247]
names-text: க.பிரபாகரன், 42, காமராஜ் தெரு, அரியாரவி, பெண்ணாடம், கடலூர். bbox=[99, 117, 362, 127]
branch-heading: செம்பேரி ஆதி திராவிடர் குடியிருப்பு கிளை bbox=[1232, 318, 1427, 330]
office-bearers-paragraph bbox=[38, 347, 388, 371]
role-label: அமைப்பாளர் : bbox=[1154, 671, 1214, 681]
column-4 bbox=[1143, 91, 1516, 2337]
office-bearers-paragraph bbox=[410, 699, 760, 723]
ward-organizer-entry: பாகம் – 204 : கா.அறிவுச்செல்வன், மேற்குத் தெரு, இறையூர், கடலூர். bbox=[410, 756, 675, 766]
panchayat-heading: கொத்தட்டை ஊராட்சி bbox=[533, 169, 638, 185]
office-bearers-paragraph bbox=[410, 928, 760, 964]
ward-organizers-label: பாக அமைப்பாளர்கள் : bbox=[539, 1029, 632, 1039]
names-text: (1) மா.பிரதாகரன், 2, மேற்குத் தெரு, திருவட்டத்துறை, கடலூர். (2) சி.திலீப்குமார், 26,வடக்குத் தெரு, திருவட்டத்துறை, கடலூர். (3) பாள்ளவன், 55, மேற்குத் தெரு, திருவட்டத்துறை, கடலூர். bbox=[782, 662, 1133, 697]
names-text: (1) ரா.சத்தியராரு, 10, மேற்குத் தெரு, ஓ.கீழனூர், கடலூர். (2) ச.கலைவேல்வேல், 12, மாரியம்மன் கோயில் தெரு, ஓ.கீழனூர், கடலூர். (3) ரா.கலையரசன், வடக்கு தெரு, ஓ.கீழனூர், கடலூர். bbox=[38, 1046, 389, 1080]
flame-logo-icon: ★ bbox=[700, 27, 732, 59]
branch-heading: பெ.பொன்னேரி ஆதி திராவிடர் குடியிருப்பு தெற்கு கிளை bbox=[829, 756, 1086, 768]
branch-heading: கொடுக்களம் ஆதி திராவிடர் குடியிருப்பு வடக்கு கிளை bbox=[835, 223, 1080, 235]
role-label: துணை அமைப்பாளர்கள் : bbox=[38, 376, 142, 386]
content-frame bbox=[22, 82, 1521, 2345]
panchayat-heading: கொடுக்களம் ஊராட்சி bbox=[905, 128, 1011, 144]
role-label: துணை அமைப்பாளர்கள் : bbox=[782, 921, 889, 931]
ward-organizer-entry: பாகம் – 199 : க.மகேஷ்,வடக்குத் தெரு, திருவட்டத்துறை, கடலூர். bbox=[782, 716, 1034, 726]
ward-organizer-entry: பாகம் – 242 : மா.சரேத்குமார், வடக்கு தெரு, பெலாந்துறை, கடலூர். bbox=[1154, 740, 1413, 750]
office-bearers-paragraph bbox=[783, 396, 1133, 433]
names-text: (1) க.கலைக்கண்ணன், வடக்குத் தெரு, பெலாந்துறை, கடலூர். (2) வி.வினோஷ், பிரதான தெரு, பெலாந்துறை, கடலூர். (3) ர.ரமேஷ்குமார், நடுத்தெரு, பெலாந்துறை, கடலூர். bbox=[1154, 613, 1505, 648]
names-text: (1) க.சுரேஷ்குமார், பிரதான சாலை, கடலூர். (2) சி.முகத்தீன், 214/1, பிரதான சாலை, கூடலூர், கடலூர். (3) சி.கிரீஷ், 82, கீழேரி கடலூர், கடலூர். bbox=[410, 1002, 761, 1024]
names-text: (1) அ.சக்திதாசன், அணைக்கட்டு தெரு, பெரியகொசப்பள்ளம், கடலூர். (2) ப.சக்திமுருகன், தோப்பு தெரு, பெரியகொசப்பள்ளம், கடலூர். (3) ரா.சரூர், 180, கோணார் தெரு, பெரியகொசப்பள்ளம், கடலூர். bbox=[38, 205, 389, 240]
office-bearers-paragraph bbox=[1155, 1080, 1505, 1093]
names-text: த.அரவிந்தசாமி, பிரதான சாலை, பெலாந்துறை, கடலூர். bbox=[1216, 598, 1430, 608]
names-text: ப.முகமது ஜமாதுல்லா, பிரதான சாலை, திறையூர், கடலூர். bbox=[471, 493, 692, 503]
office-bearers-paragraph bbox=[1155, 236, 1505, 260]
role-label: துணை அமைப்பாளர்கள் : bbox=[410, 296, 512, 306]
branch-heading: எஸ்.எஸ்.புரம் கிளை bbox=[1283, 221, 1376, 233]
branch-heading: கூடலூர் ஆதி திராவிடர் குடியிருப்பு கிளை bbox=[492, 824, 679, 836]
ward-organizers-label: பாக அமைப்பாளர் : bbox=[1290, 937, 1370, 947]
office-bearers-paragraph bbox=[783, 661, 1133, 697]
office-bearers-paragraph bbox=[783, 481, 1133, 518]
office-bearers-paragraph bbox=[783, 860, 1133, 884]
role-label: துணை அமைப்பாளர்கள் : bbox=[38, 449, 152, 459]
role-label: துணை அமைப்பாளர்கள் : bbox=[782, 483, 891, 493]
role-label: அமைப்பாளர் : bbox=[38, 784, 109, 794]
office-bearers-paragraph bbox=[38, 432, 388, 444]
names-text: கா.விஜயு, காமராஜ் நகர், செம்பேரி, பெண்ணாடம், கடலூர். bbox=[1216, 334, 1443, 345]
role-label: துணை அமைப்பாளர்கள் : bbox=[38, 534, 143, 544]
names-text: த.முத்துராரு, 108/2, மேட்டுகுடத் தெரு, பெ.பொன்னேரி, கடலூர். bbox=[843, 906, 1093, 916]
branch-heading: எஸ்.எஸ்.புரம் ஆதிதிராவிடர் குடியிருப்பு கிளை bbox=[1224, 123, 1436, 135]
office-bearers-paragraph bbox=[410, 1000, 760, 1025]
office-bearers-paragraph bbox=[783, 646, 1133, 658]
names-text: (1) மு.முரூதுராரு, 30, மேற்கு தெரு, பெரியவுனூர், கடலூர். (2) ரா.சிட்டிபாபு, 30/1, தெற்குத் தெரு, கடலூர். (3) ரா.வெற்றிவேல், 87, கிழக்குத் தெரு, பெரியவுனூர், கடலூர். bbox=[38, 961, 389, 995]
role-label: துணை அமைப்பாளர்கள் : bbox=[410, 928, 517, 938]
names-text: (1) கே.ஜெயப்ரிசெல்வன், புது பெ.பொன்னேரி, கடலூர். (2) ச.விஜயகுமார், 65/2, அம்பேத்கார் தெரு, பெ.பொன்னேரி, பெண்ணாடம், கடலூர். bbox=[782, 921, 1133, 944]
names-text: வெ.சூரியா, பாலக்கரை வடக்குத் தெரு, புது கொடுக்களம், கடலூர். bbox=[843, 324, 1097, 334]
office-bearers-paragraph bbox=[783, 454, 1133, 478]
